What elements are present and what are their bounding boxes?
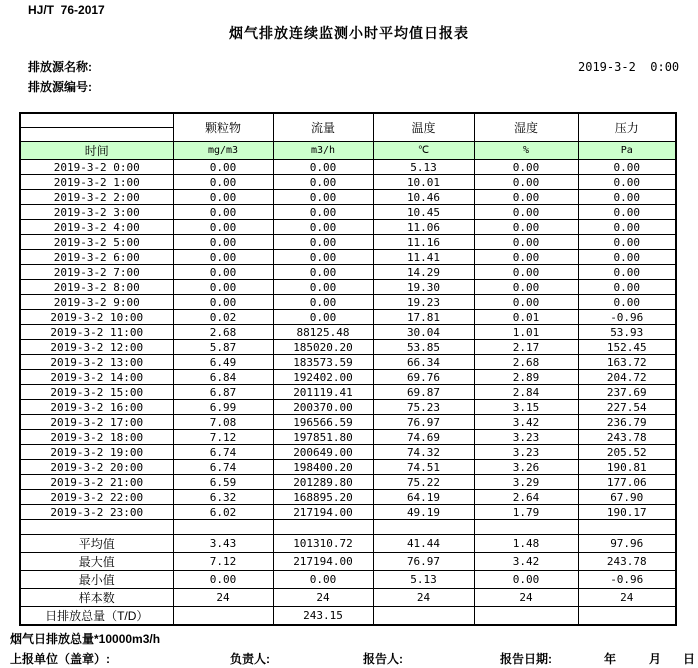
value-cell: 200370.00 <box>273 400 373 415</box>
empty-row <box>20 520 676 535</box>
data-rows <box>20 160 676 520</box>
report-datetime: 2019-3-2 0:00 <box>578 60 680 74</box>
table-row <box>20 160 676 175</box>
monitoring-data-table <box>19 112 677 626</box>
table-row <box>20 370 676 385</box>
value-cell: 7.12 <box>173 430 273 445</box>
summary-value-cell: 101310.72 <box>273 535 373 553</box>
column-header: 温度 <box>373 113 474 142</box>
value-cell: 6.99 <box>173 400 273 415</box>
table-row <box>20 325 676 340</box>
time-cell: 2019-3-2 7:00 <box>20 265 173 280</box>
summary-row <box>20 589 676 607</box>
value-cell: 69.87 <box>373 385 474 400</box>
value-cell: 190.17 <box>578 505 676 520</box>
value-cell: 67.90 <box>578 490 676 505</box>
time-cell: 2019-3-2 4:00 <box>20 220 173 235</box>
table-row <box>20 265 676 280</box>
summary-value-cell: 24 <box>173 589 273 607</box>
value-cell: 196566.59 <box>273 415 373 430</box>
table-row <box>20 490 676 505</box>
value-cell: 152.45 <box>578 340 676 355</box>
emission-source-code-label: 排放源编号: <box>28 80 92 94</box>
table-row <box>20 430 676 445</box>
table-row <box>20 385 676 400</box>
column-header: 压力 <box>578 113 676 142</box>
value-cell: 0.00 <box>173 265 273 280</box>
value-cell: 0.00 <box>273 250 373 265</box>
time-cell: 2019-3-2 12:00 <box>20 340 173 355</box>
value-cell: 0.00 <box>273 235 373 250</box>
value-cell: 6.59 <box>173 475 273 490</box>
value-cell: 0.00 <box>273 280 373 295</box>
value-cell: 53.93 <box>578 325 676 340</box>
value-cell: 168895.20 <box>273 490 373 505</box>
table-row <box>20 190 676 205</box>
value-cell: 66.34 <box>373 355 474 370</box>
value-cell: 14.29 <box>373 265 474 280</box>
value-cell: 75.23 <box>373 400 474 415</box>
value-cell: 3.23 <box>474 430 578 445</box>
table-row <box>20 475 676 490</box>
value-cell: 10.45 <box>373 205 474 220</box>
table-row <box>20 295 676 310</box>
value-cell: 2.64 <box>474 490 578 505</box>
summary-value-cell: 1.48 <box>474 535 578 553</box>
value-cell: 10.01 <box>373 175 474 190</box>
year-label: 年 <box>604 652 617 666</box>
table-row <box>20 310 676 325</box>
value-cell: 0.00 <box>273 310 373 325</box>
value-cell: 74.32 <box>373 445 474 460</box>
value-cell: 3.42 <box>474 415 578 430</box>
time-cell: 2019-3-2 13:00 <box>20 355 173 370</box>
summary-value-cell: 0.00 <box>173 571 273 589</box>
summary-row <box>20 553 676 571</box>
value-cell: 192402.00 <box>273 370 373 385</box>
emission-source-name-label: 排放源名称: <box>28 60 92 74</box>
time-cell: 2019-3-2 16:00 <box>20 400 173 415</box>
value-cell: 1.79 <box>474 505 578 520</box>
value-cell: 53.85 <box>373 340 474 355</box>
table-row <box>20 235 676 250</box>
value-cell: 0.00 <box>474 205 578 220</box>
value-cell: 200649.00 <box>273 445 373 460</box>
time-cell: 2019-3-2 0:00 <box>20 160 173 175</box>
summary-value-cell: -0.96 <box>578 571 676 589</box>
value-cell: 17.81 <box>373 310 474 325</box>
value-cell: 0.00 <box>173 295 273 310</box>
time-cell: 2019-3-2 17:00 <box>20 415 173 430</box>
value-cell: 0.00 <box>474 250 578 265</box>
time-cell: 2019-3-2 10:00 <box>20 310 173 325</box>
time-cell: 2019-3-2 2:00 <box>20 190 173 205</box>
value-cell: 227.54 <box>578 400 676 415</box>
value-cell: 237.69 <box>578 385 676 400</box>
value-cell: 201119.41 <box>273 385 373 400</box>
units-row <box>20 142 676 160</box>
summary-label-cell: 平均值 <box>20 535 173 553</box>
value-cell: 75.22 <box>373 475 474 490</box>
value-cell: 0.00 <box>273 190 373 205</box>
summary-value-cell: 24 <box>373 589 474 607</box>
value-cell: 6.32 <box>173 490 273 505</box>
value-cell: 0.00 <box>474 280 578 295</box>
summary-value-cell <box>578 607 676 626</box>
time-column-label: 时间 <box>20 142 173 160</box>
time-cell: 2019-3-2 23:00 <box>20 505 173 520</box>
summary-row <box>20 571 676 589</box>
value-cell: 7.08 <box>173 415 273 430</box>
value-cell: 0.00 <box>474 175 578 190</box>
value-cell: 190.81 <box>578 460 676 475</box>
report-date-label: 报告日期: <box>500 652 552 666</box>
value-cell: 2.68 <box>474 355 578 370</box>
empty-cell <box>20 520 173 535</box>
time-cell: 2019-3-2 8:00 <box>20 280 173 295</box>
value-cell: 0.00 <box>173 280 273 295</box>
value-cell: 0.00 <box>474 295 578 310</box>
value-cell: 0.00 <box>273 175 373 190</box>
value-cell: 49.19 <box>373 505 474 520</box>
time-cell: 2019-3-2 11:00 <box>20 325 173 340</box>
value-cell: 74.51 <box>373 460 474 475</box>
value-cell: 0.01 <box>474 310 578 325</box>
value-cell: 2.68 <box>173 325 273 340</box>
unit-cell: Pa <box>578 142 676 160</box>
value-cell: 0.00 <box>578 175 676 190</box>
table-row <box>20 505 676 520</box>
value-cell: 6.84 <box>173 370 273 385</box>
summary-row <box>20 607 676 626</box>
value-cell: 3.23 <box>474 445 578 460</box>
table-row <box>20 415 676 430</box>
table-row <box>20 400 676 415</box>
value-cell: 0.00 <box>173 160 273 175</box>
time-cell: 2019-3-2 22:00 <box>20 490 173 505</box>
header-empty-cell-bottom <box>20 128 173 142</box>
value-cell: 10.46 <box>373 190 474 205</box>
summary-value-cell: 3.42 <box>474 553 578 571</box>
value-cell: 5.87 <box>173 340 273 355</box>
time-cell: 2019-3-2 9:00 <box>20 295 173 310</box>
summary-label-cell: 最大值 <box>20 553 173 571</box>
summary-value-cell: 3.43 <box>173 535 273 553</box>
empty-cell <box>578 520 676 535</box>
value-cell: 243.78 <box>578 430 676 445</box>
summary-value-cell: 76.97 <box>373 553 474 571</box>
summary-value-cell <box>373 607 474 626</box>
summary-value-cell: 41.44 <box>373 535 474 553</box>
table-row <box>20 460 676 475</box>
column-header-row <box>20 113 676 128</box>
value-cell: 74.69 <box>373 430 474 445</box>
value-cell: 0.00 <box>578 280 676 295</box>
value-cell: 217194.00 <box>273 505 373 520</box>
column-header: 流量 <box>273 113 373 142</box>
reporter-label: 报告人: <box>363 652 403 666</box>
value-cell: 2.84 <box>474 385 578 400</box>
table-row <box>20 340 676 355</box>
summary-value-cell: 217194.00 <box>273 553 373 571</box>
value-cell: -0.96 <box>578 310 676 325</box>
value-cell: 1.01 <box>474 325 578 340</box>
value-cell: 88125.48 <box>273 325 373 340</box>
value-cell: 0.00 <box>173 175 273 190</box>
column-header: 湿度 <box>474 113 578 142</box>
spacer-row-body <box>20 520 676 535</box>
value-cell: 0.00 <box>173 235 273 250</box>
value-cell: 11.16 <box>373 235 474 250</box>
value-cell: 163.72 <box>578 355 676 370</box>
empty-cell <box>474 520 578 535</box>
value-cell: 0.02 <box>173 310 273 325</box>
value-cell: 0.00 <box>578 235 676 250</box>
value-cell: 64.19 <box>373 490 474 505</box>
summary-label-cell: 最小值 <box>20 571 173 589</box>
value-cell: 3.29 <box>474 475 578 490</box>
value-cell: 0.00 <box>173 220 273 235</box>
value-cell: 30.04 <box>373 325 474 340</box>
time-cell: 2019-3-2 5:00 <box>20 235 173 250</box>
empty-cell <box>373 520 474 535</box>
summary-value-cell: 243.15 <box>273 607 373 626</box>
unit-cell: ℃ <box>373 142 474 160</box>
value-cell: 197851.80 <box>273 430 373 445</box>
summary-rows <box>20 535 676 626</box>
value-cell: 0.00 <box>173 250 273 265</box>
value-cell: 236.79 <box>578 415 676 430</box>
value-cell: 6.74 <box>173 460 273 475</box>
time-cell: 2019-3-2 20:00 <box>20 460 173 475</box>
summary-value-cell: 243.78 <box>578 553 676 571</box>
value-cell: 0.00 <box>474 265 578 280</box>
summary-row <box>20 535 676 553</box>
summary-label-cell: 样本数 <box>20 589 173 607</box>
value-cell: 0.00 <box>474 220 578 235</box>
table-row <box>20 250 676 265</box>
summary-value-cell: 24 <box>578 589 676 607</box>
value-cell: 2.89 <box>474 370 578 385</box>
unit-cell: mg/m3 <box>173 142 273 160</box>
value-cell: 0.00 <box>273 220 373 235</box>
value-cell: 76.97 <box>373 415 474 430</box>
value-cell: 0.00 <box>474 190 578 205</box>
summary-value-cell: 7.12 <box>173 553 273 571</box>
summary-value-cell: 0.00 <box>474 571 578 589</box>
table-row <box>20 220 676 235</box>
summary-label-cell: 日排放总量（T/D） <box>20 607 173 626</box>
value-cell: 183573.59 <box>273 355 373 370</box>
time-cell: 2019-3-2 15:00 <box>20 385 173 400</box>
value-cell: 0.00 <box>578 160 676 175</box>
value-cell: 0.00 <box>578 205 676 220</box>
summary-value-cell: 97.96 <box>578 535 676 553</box>
time-cell: 2019-3-2 3:00 <box>20 205 173 220</box>
time-cell: 2019-3-2 21:00 <box>20 475 173 490</box>
value-cell: 6.49 <box>173 355 273 370</box>
table-row <box>20 280 676 295</box>
value-cell: 69.76 <box>373 370 474 385</box>
value-cell: 0.00 <box>578 250 676 265</box>
summary-value-cell: 24 <box>273 589 373 607</box>
value-cell: 19.23 <box>373 295 474 310</box>
empty-cell <box>173 520 273 535</box>
time-cell: 2019-3-2 14:00 <box>20 370 173 385</box>
time-cell: 2019-3-2 1:00 <box>20 175 173 190</box>
table-row <box>20 205 676 220</box>
value-cell: 0.00 <box>578 220 676 235</box>
summary-value-cell: 5.13 <box>373 571 474 589</box>
summary-value-cell: 0.00 <box>273 571 373 589</box>
value-cell: 0.00 <box>273 265 373 280</box>
unit-cell: m3/h <box>273 142 373 160</box>
value-cell: 0.00 <box>474 235 578 250</box>
value-cell: 2.17 <box>474 340 578 355</box>
table-row <box>20 355 676 370</box>
value-cell: 0.00 <box>273 205 373 220</box>
value-cell: 0.00 <box>273 295 373 310</box>
value-cell: 19.30 <box>373 280 474 295</box>
value-cell: 0.00 <box>578 190 676 205</box>
value-cell: 11.06 <box>373 220 474 235</box>
value-cell: 11.41 <box>373 250 474 265</box>
value-cell: 185020.20 <box>273 340 373 355</box>
summary-value-cell <box>474 607 578 626</box>
summary-value-cell: 24 <box>474 589 578 607</box>
time-cell: 2019-3-2 6:00 <box>20 250 173 265</box>
day-label: 日 <box>683 652 696 666</box>
value-cell: 205.52 <box>578 445 676 460</box>
table-row <box>20 445 676 460</box>
empty-cell <box>273 520 373 535</box>
time-cell: 2019-3-2 18:00 <box>20 430 173 445</box>
value-cell: 3.15 <box>474 400 578 415</box>
value-cell: 6.74 <box>173 445 273 460</box>
unit-cell: % <box>474 142 578 160</box>
value-cell: 0.00 <box>474 160 578 175</box>
value-cell: 6.87 <box>173 385 273 400</box>
value-cell: 0.00 <box>273 160 373 175</box>
value-cell: 177.06 <box>578 475 676 490</box>
column-header: 颗粒物 <box>173 113 273 142</box>
value-cell: 3.26 <box>474 460 578 475</box>
month-label: 月 <box>649 652 662 666</box>
value-cell: 5.13 <box>373 160 474 175</box>
time-cell: 2019-3-2 19:00 <box>20 445 173 460</box>
report-unit-label: 上报单位（盖章）: <box>10 652 110 666</box>
value-cell: 6.02 <box>173 505 273 520</box>
standard-number: HJ/T 76-2017 <box>28 3 105 17</box>
value-cell: 0.00 <box>173 205 273 220</box>
value-cell: 201289.80 <box>273 475 373 490</box>
responsible-person-label: 负责人: <box>230 652 270 666</box>
page-title: 烟气排放连续监测小时平均值日报表 <box>229 25 469 41</box>
flow-total-footnote: 烟气日排放总量*10000m3/h <box>10 632 161 646</box>
value-cell: 198400.20 <box>273 460 373 475</box>
value-cell: 0.00 <box>578 295 676 310</box>
value-cell: 204.72 <box>578 370 676 385</box>
value-cell: 0.00 <box>173 190 273 205</box>
value-cell: 0.00 <box>578 265 676 280</box>
summary-value-cell <box>173 607 273 626</box>
table-row <box>20 175 676 190</box>
header-empty-cell-top <box>20 113 173 128</box>
